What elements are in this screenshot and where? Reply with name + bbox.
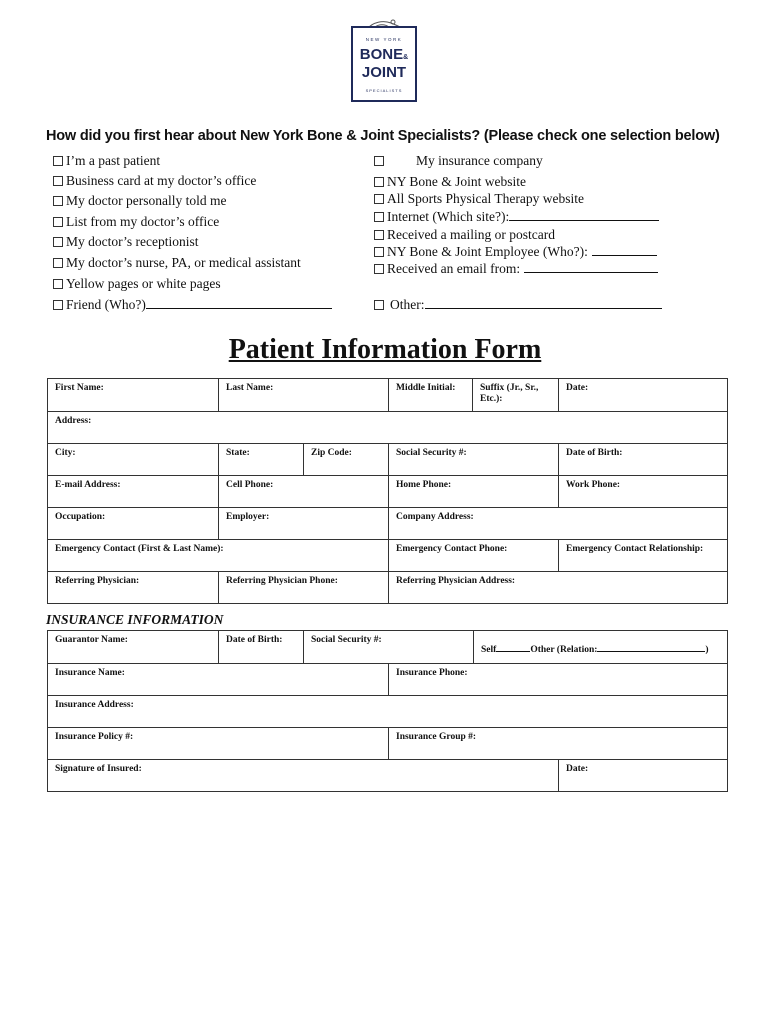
relation-field[interactable]: Self Other (Relation: ) [473,631,727,663]
insurance-address-field[interactable]: Insurance Address: [55,700,134,710]
insurance-policy-field[interactable]: Insurance Policy #: [55,732,134,742]
insurance-info-table [47,630,728,792]
signature-date-field[interactable]: Date: [558,760,727,791]
logo-joint: JOINT [361,64,407,81]
cell-phone-field[interactable]: Cell Phone: [218,476,388,507]
dob-field[interactable]: Date of Birth: [558,444,727,475]
other-line[interactable] [425,297,662,309]
friend-name-line[interactable] [146,297,332,309]
company-logo [349,18,419,104]
home-phone-field[interactable]: Home Phone: [388,476,558,507]
insurance-heading: INSURANCE INFORMATION [46,612,224,627]
employer-field[interactable]: Employer: [218,508,388,539]
referring-phone-field[interactable]: Referring Physician Phone: [218,572,388,603]
option-past-patient[interactable]: I’m a past patient [53,153,160,169]
checkbox[interactable] [374,247,384,257]
option-business-card[interactable]: Business card at my doctor’s office [53,173,256,189]
referring-physician-field[interactable]: Referring Physician: [55,576,140,586]
checkbox[interactable] [53,196,63,206]
zip-code-field[interactable]: Zip Code: [303,444,388,475]
checkbox[interactable] [53,176,63,186]
insurance-group-field[interactable]: Insurance Group #: [388,728,727,759]
city-field[interactable]: City: [55,448,76,458]
date-field[interactable]: Date: [558,379,727,411]
option-other[interactable]: Other: [374,297,662,313]
guarantor-ssn-field[interactable]: Social Security #: [303,631,473,663]
emergency-relationship-field[interactable]: Emergency Contact Relationship: [558,540,727,571]
option-employee[interactable]: NY Bone & Joint Employee (Who?): [374,244,657,260]
option-doctor-told[interactable]: My doctor personally told me [53,193,226,209]
checkbox[interactable] [374,230,384,240]
email-field[interactable]: E-mail Address: [55,480,121,490]
insurance-name-field[interactable]: Insurance Name: [55,668,125,678]
checkbox[interactable] [53,258,63,268]
email-from-line[interactable] [524,261,658,273]
guarantor-name-field[interactable]: Guarantor Name: [55,635,128,645]
internet-site-line[interactable] [509,209,659,221]
work-phone-field[interactable]: Work Phone: [558,476,727,507]
option-mailing[interactable]: Received a mailing or postcard [374,227,555,243]
self-line[interactable] [496,643,530,652]
checkbox[interactable] [374,300,384,310]
option-yellow-pages[interactable]: Yellow pages or white pages [53,276,221,292]
occupation-field[interactable]: Occupation: [55,512,106,522]
checkbox[interactable] [53,217,63,227]
referring-address-field[interactable]: Referring Physician Address: [388,572,727,603]
option-insurance-company[interactable]: My insurance company [374,153,543,169]
logo-specialists: SPECIALISTS [365,88,403,93]
suffix-field[interactable]: Suffix (Jr., Sr., Etc.): [472,379,558,411]
employee-name-line[interactable] [592,244,657,256]
referral-question: How did you first hear about New York Bone & Joint Specialists? (Please check one selection below) [46,128,720,144]
checkbox[interactable] [53,279,63,289]
checkbox[interactable] [53,300,63,310]
checkbox[interactable] [374,177,384,187]
checkbox[interactable] [374,212,384,222]
logo-bone: BONE& [359,46,409,63]
option-doctor-list[interactable]: List from my doctor’s office [53,214,219,230]
checkbox[interactable] [374,264,384,274]
company-address-field[interactable]: Company Address: [388,508,727,539]
option-internet[interactable]: Internet (Which site?): [374,209,659,225]
option-nurse[interactable]: My doctor’s nurse, PA, or medical assistant [53,255,301,271]
last-name-field[interactable]: Last Name: [218,379,388,411]
guarantor-dob-field[interactable]: Date of Birth: [218,631,303,663]
option-friend[interactable]: Friend (Who?) [53,297,332,313]
option-receptionist[interactable]: My doctor’s receptionist [53,234,198,250]
logo-frame [351,26,417,102]
checkbox[interactable] [374,156,384,166]
option-email[interactable]: Received an email from: [374,261,658,277]
form-title: Patient Information Form [228,334,542,365]
middle-initial-field[interactable]: Middle Initial: [388,379,472,411]
checkbox[interactable] [53,237,63,247]
patient-info-table [47,378,728,604]
first-name-field[interactable]: First Name: [55,383,104,393]
relation-line[interactable] [597,643,705,652]
logo-city: NEW YORK [365,37,403,42]
emergency-phone-field[interactable]: Emergency Contact Phone: [388,540,558,571]
state-field[interactable]: State: [218,444,303,475]
checkbox[interactable] [374,194,384,204]
option-allsports-website[interactable]: All Sports Physical Therapy website [374,191,584,207]
emergency-contact-field[interactable]: Emergency Contact (First & Last Name): [55,544,224,554]
insurance-phone-field[interactable]: Insurance Phone: [388,664,727,695]
checkbox[interactable] [53,156,63,166]
option-nybj-website[interactable]: NY Bone & Joint website [374,174,526,190]
ssn-field[interactable]: Social Security #: [388,444,558,475]
address-field[interactable]: Address: [55,416,92,426]
signature-field[interactable]: Signature of Insured: [55,764,142,774]
